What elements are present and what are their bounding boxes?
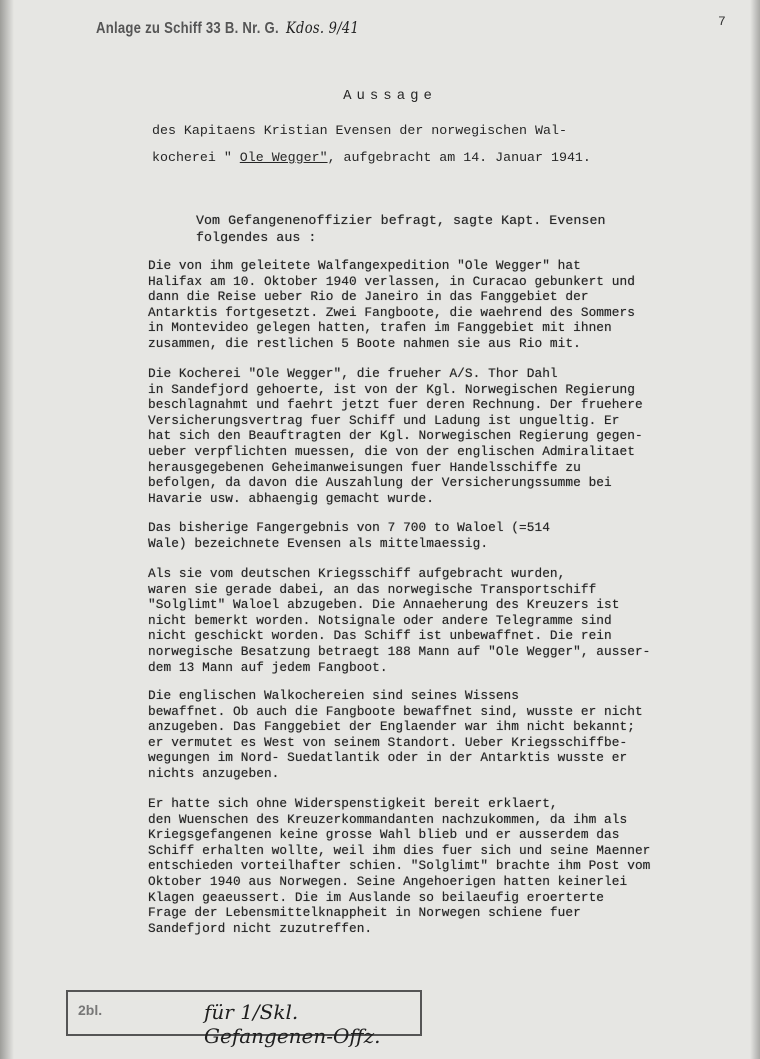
stamp-handwritten-note: für 1/Skl. Gefangenen-Offz.: [204, 1000, 381, 1048]
intro-paragraph: Vom Gefangenenoffizier befragt, sagte Kapt. Evensen folgendes aus :: [196, 213, 606, 245]
office-stamp: [66, 990, 422, 1048]
archive-reference: [96, 18, 359, 38]
document-title: Aussage: [343, 88, 437, 104]
subject-prefix: kocherei ": [152, 150, 240, 165]
ship-name: Ole Wegger": [239, 150, 328, 165]
subject-suffix: , aufgebracht am 14. Januar 1941.: [327, 150, 591, 165]
stamp-printed-text: 2bl.: [78, 1002, 103, 1018]
subject-line-1: des Kapitaens Kristian Evensen der norwegischen Wal-: [152, 123, 567, 138]
statement-paragraph-5: Die englischen Walkochereien sind seines Wissens bewaffnet. Ob auch die Fangboote bewaffnet sind, wusste er nicht anzugeben. Das Fanggebiet der Englaender war ihm nicht bekannt; er vermutet es West von seinem Standort. Ueber Kriegsschiffbe- wegungen im Nord- Suedatlantik oder in der Antarktis wusste er nichts anzugeben.: [148, 688, 643, 781]
archive-reference-printed: Anlage zu Schiff 33 B. Nr. G.: [96, 20, 279, 37]
statement-paragraph-3: Das bisherige Fangergebnis von 7 700 to Waloel (=514 Wale) bezeichnete Evensen als mittelmaessig.: [148, 520, 550, 551]
page-number: 7: [718, 14, 726, 29]
subject-line-2: [152, 149, 591, 166]
statement-paragraph-1: Die von ihm geleitete Walfangexpedition "Ole Wegger" hat Halifax am 10. Oktober 1940 verlassen, in Curacao gebunkert und dann die Reise ueber Rio de Janeiro in das Fanggebiet der Antarktis fortgesetzt. Zwei Fangboote, die waehrend des Sommers in Montevideo gelegen hatten, trafen im Fanggebiet mit ihnen zusammen, die restlichen 5 Boote nahmen sie aus Rio mit.: [148, 258, 635, 351]
statement-paragraph-4: Als sie vom deutschen Kriegsschiff aufgebracht wurden, waren sie gerade dabei, an das norwegische Transportschiff "Solglimt" Waloel abzugeben. Die Annaeherung des Kreuzers ist nicht bemerkt worden. Notsignale oder andere Telegramme sind nicht geschickt worden. Das Schiff ist unbewaffnet. Die rein norwegische Besatzung betraegt 188 Mann auf "Ole Wegger", ausser- dem 13 Mann auf jedem Fangboot.: [148, 566, 651, 675]
page-shadow-right: [750, 0, 760, 1059]
statement-paragraph-6: Er hatte sich ohne Widerspenstigkeit bereit erklaert, den Wuenschen des Kreuzerkommandanten nachzukommen, da ihm als Kriegsgefangenen keine grosse Wahl blieb und er ausserdem das Schiff erhalten wollte, weil ihm dies fuer sich und seine Maenner entschieden vorteilhafter schien. "Solglimt" brachte ihm Post vom Oktober 1940 aus Norwegen. Seine Angehoerigen hatten keinerlei Klagen geaeussert. Die im Auslande so beilaeufig eroerterte Frage der Lebensmittelknappheit in Norwegen schiene fuer Sandefjord nicht zuzutreffen.: [148, 796, 651, 936]
page-shadow-left: [0, 0, 14, 1059]
archive-reference-handwritten: Kdos. 9/41: [286, 18, 360, 37]
statement-paragraph-2: Die Kocherei "Ole Wegger", die frueher A/S. Thor Dahl in Sandefjord gehoerte, ist von der Kgl. Norwegischen Regierung beschlagnahmt und faehrt jetzt fuer deren Rechnung. Der fruehere Versicherungsvertrag fuer Schiff und Ladung ist ungueltig. Er hat sich den Beauftragten der Kgl. Norwegischen Regierung gegen- ueber verpflichten muessen, die von der englischen Admiralitaet herausgegebenen Geheimanweisungen fuer Handelsschiffe zu befolgen, da davon die Auszahlung der Versicherungssumme bei Havarie usw. abhaengig gemacht wurde.: [148, 366, 643, 506]
